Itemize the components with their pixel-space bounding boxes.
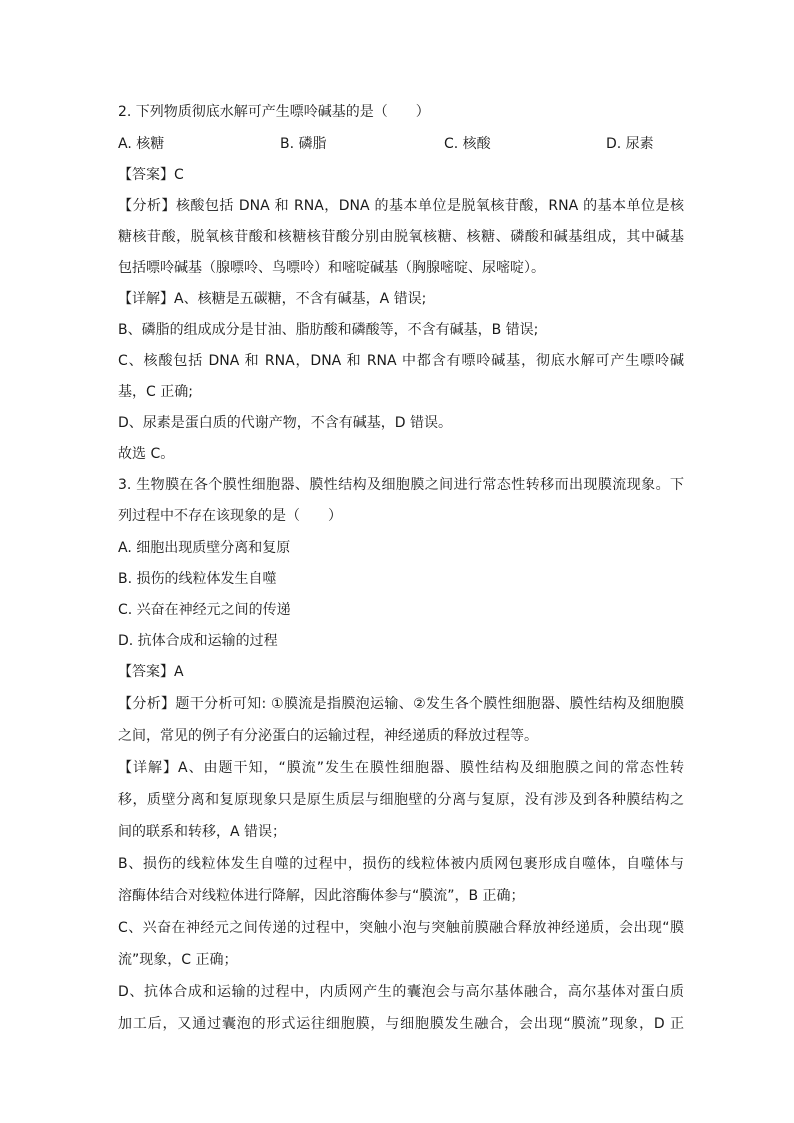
q2-option-c: C. 核酸 (444, 136, 491, 152)
q3-detail-line: 溶酶体结合对线粒体进行降解，因此溶酶体参与“膜流”，B 正确； (118, 888, 525, 904)
q2-stem: 2. 下列物质彻底水解可产生嘌呤碱基的是（ ） (118, 104, 430, 120)
q3-option-a: A. 细胞出现质壁分离和复原 (118, 540, 291, 556)
q2-analysis-line: 【分析】核酸包括 DNA 和 RNA，DNA 的基本单位是脱氧核苷酸，RNA 的基本单位是核 (118, 198, 684, 214)
q3-detail-line: D、抗体合成和运输的过程中，内质网产生的囊泡会与高尔基体融合，高尔基体对蛋白质 (118, 984, 684, 1000)
q2-analysis-line: 糖核苷酸，脱氧核苷酸和核糖核苷酸分别由脱氧核糖、核糖、磷酸和碱基组成，其中碱基 (118, 229, 684, 245)
q2-conclusion: 故选 C。 (118, 446, 175, 462)
q3-detail-line: B、损伤的线粒体发生自噬的过程中，损伤的线粒体被内质网包裹形成自噬体，自噬体与 (118, 856, 684, 872)
q3-detail-line: 间的联系和转移，A 错误； (118, 824, 287, 840)
q3-detail-line: C、兴奋在神经元之间传递的过程中，突触小泡与突触前膜融合释放神经递质，会出现“膜 (118, 920, 684, 936)
q3-option-c: C. 兴奋在神经元之间的传递 (118, 602, 291, 618)
q2-detail-line: 【详解】A、核糖是五碳糖，不含有碱基，A 错误; (118, 291, 427, 307)
q2-detail-line: B、磷脂的组成成分是甘油、脂肪酸和磷酸等，不含有碱基，B 错误; (118, 322, 539, 338)
q2-detail-line: D、尿素是蛋白质的代谢产物，不含有碱基，D 错误。 (118, 415, 453, 431)
q2-answer: 【答案】C (118, 167, 184, 183)
q3-stem-line: 3. 生物膜在各个膜性细胞器、膜性结构及细胞膜之间进行常态性转移而出现膜流现象。下 (118, 477, 684, 493)
q3-answer: 【答案】A (118, 664, 184, 680)
q2-detail-line: C、核酸包括 DNA 和 RNA，DNA 和 RNA 中都含有嘌呤碱基，彻底水解可产生嘌呤碱 (118, 353, 684, 369)
q3-detail-line: 移，质壁分离和复原现象只是原生质层与细胞壁的分离与复原，没有涉及到各种膜结构之 (118, 792, 684, 808)
q3-detail-line: 流”现象，C 正确； (118, 952, 238, 968)
q2-option-a: A. 核糖 (118, 136, 165, 152)
q2-option-b: B. 磷脂 (280, 136, 327, 152)
q3-option-b: B. 损伤的线粒体发生自噬 (118, 571, 277, 587)
q3-analysis-line: 之间，常见的例子有分泌蛋白的运输过程，神经递质的释放过程等。 (118, 728, 538, 744)
q2-option-d: D. 尿素 (606, 136, 654, 152)
q3-detail-line: 【详解】A、由题干知，“膜流”发生在膜性细胞器、膜性结构及细胞膜之间的常态性转 (118, 760, 684, 776)
q3-stem-line: 列过程中不存在该现象的是（ ） (118, 508, 342, 524)
q2-detail-line: 基，C 正确; (118, 384, 193, 400)
q3-detail-line: 加工后，又通过囊泡的形式运往细胞膜，与细胞膜发生融合，会出现“膜流”现象，D 正 (118, 1016, 684, 1032)
q3-option-d: D. 抗体合成和运输的过程 (118, 633, 278, 649)
q3-analysis-line: 【分析】题干分析可知: ①膜流是指膜泡运输、②发生各个膜性细胞器、膜性结构及细胞膜 (118, 696, 684, 712)
q2-analysis-line: 包括嘌呤碱基（腺嘌呤、鸟嘌呤）和嘧啶碱基（胸腺嘧啶、尿嘧啶）。 (118, 260, 545, 276)
